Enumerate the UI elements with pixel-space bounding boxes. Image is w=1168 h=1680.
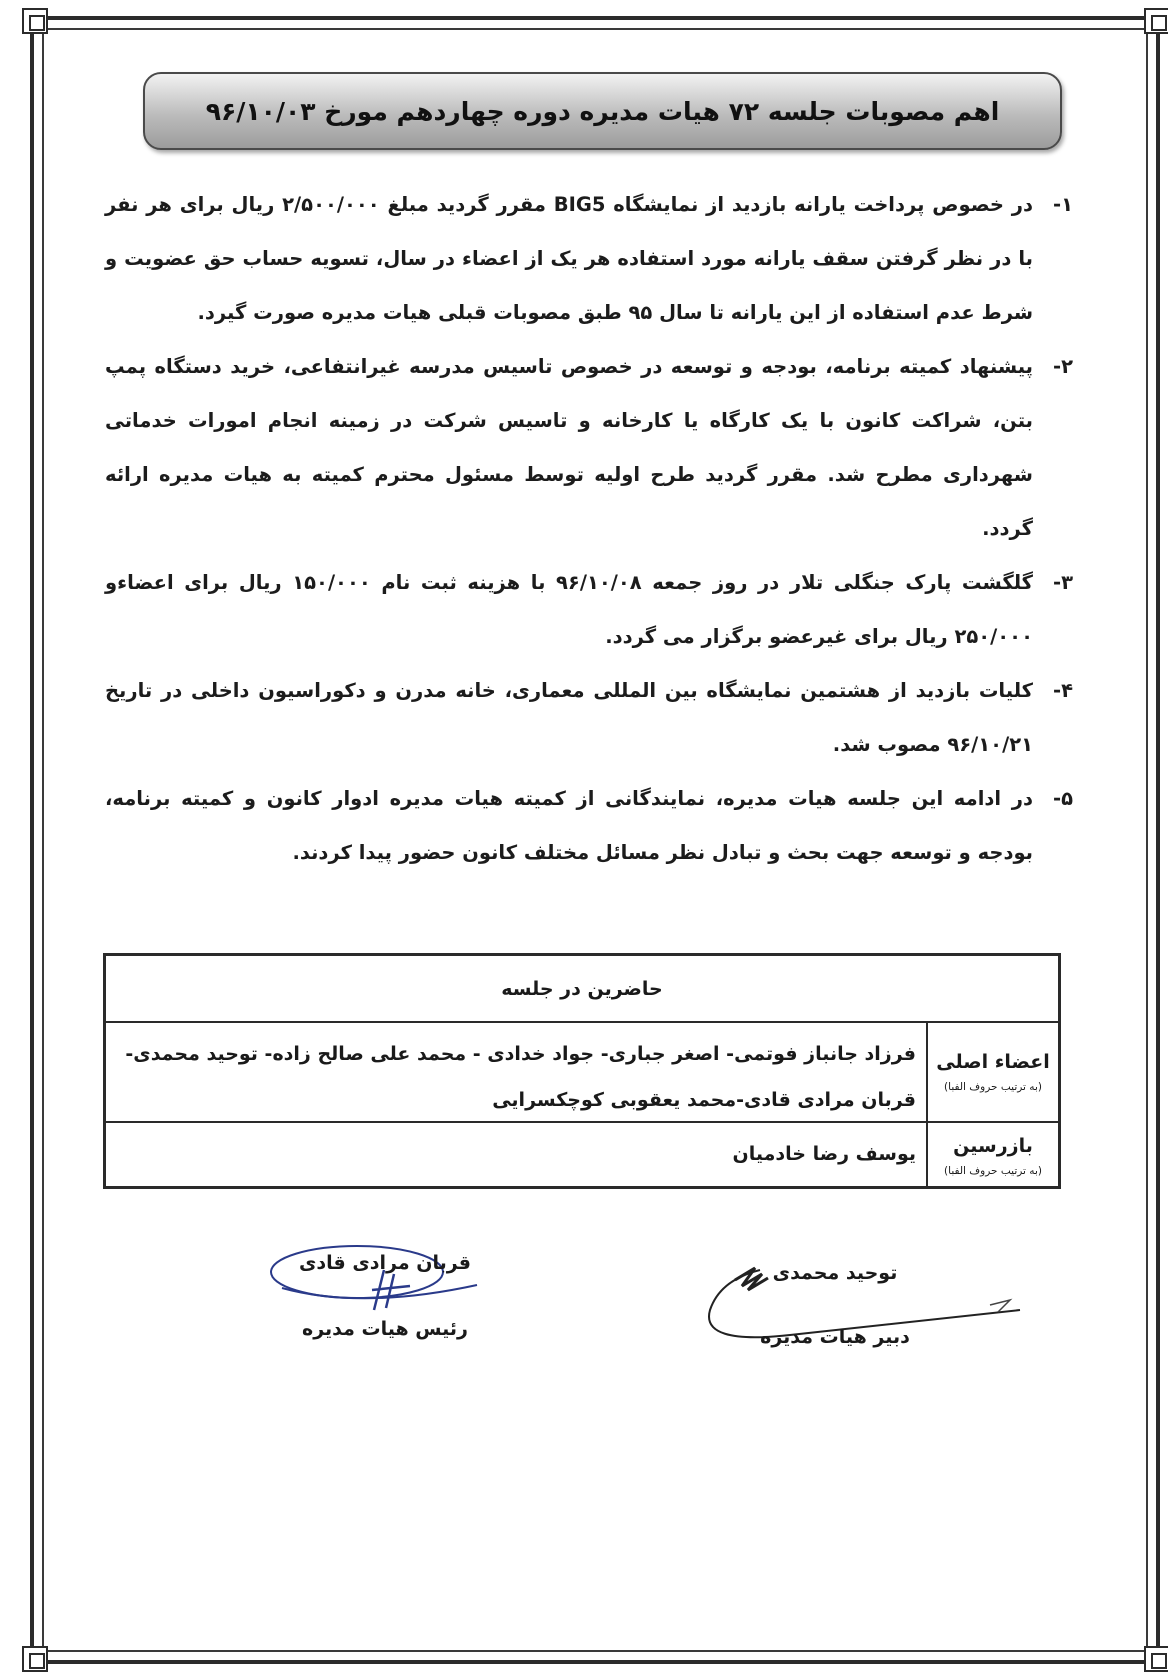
left-signature-block <box>265 1252 505 1340</box>
table-row <box>106 1123 1058 1189</box>
corner-ornament-top-right <box>1144 8 1168 34</box>
item-number: ۲- <box>1053 355 1073 378</box>
right-signature-block <box>735 1262 935 1348</box>
attendees-table <box>103 953 1061 1189</box>
item-text: گلگشت پارک جنگلی تلار در روز جمعه ۹۶/۱۰/۰۸ با هزینه ثبت نام ۱۵۰/۰۰۰ ریال برای اعضاءو ۲۵۰/۰۰۰ ریال برای غیرعضو برگزار می گردد. <box>105 571 1033 648</box>
item-text: کلیات بازدید از هشتمین نمایشگاه بین المللی معماری، خانه مدرن و دکوراسیون داخلی در تاریخ ۹۶/۱۰/۲۱ مصوب شد. <box>105 679 1033 756</box>
table-row <box>106 1023 1058 1123</box>
row-content: یوسف رضا خادمیان <box>732 1143 916 1165</box>
secretary-name: توحید محمدی <box>772 1262 898 1284</box>
chairman-name: قربان مرادی قادی <box>299 1252 471 1274</box>
item-text: پیشنهاد کمیته برنامه، بودجه و توسعه در خصوص تاسیس مدرسه غیرانتفاعی، خرید دستگاه پمپ بتن، شراکت کانون با یک کارگاه یا کارخانه و تاسیس شرکت در زمینه انجام امورات خدماتی شهرداری مطرح شد. مقرر گردید طرح اولیه توسط مسئول محترم کمیته به هیات مدیره ارائه گردد. <box>105 355 1033 540</box>
row-sublabel: (به ترتیب حروف الفبا) <box>944 1165 1042 1177</box>
row-label-cell <box>926 1023 1058 1121</box>
corner-ornament-bottom-right <box>1144 1646 1168 1672</box>
item-text: در ادامه این جلسه هیات مدیره، نمایندگانی از کمیته هیات مدیره ادوار کانون و کمیته برنامه، بودجه و توسعه جهت بحث و تبادل نظر مسائل مختلف کانون حضور پیدا کردند. <box>105 787 1033 864</box>
row-sublabel: (به ترتیب حروف الفبا) <box>944 1081 1042 1093</box>
document-title: اهم مصوبات جلسه ۷۲ هیات مدیره دوره چهاردهم مورخ ۹۶/۱۰/۰۳ <box>205 96 1000 126</box>
list-item <box>105 556 1073 664</box>
row-label: اعضاء اصلی <box>936 1051 1050 1073</box>
item-number: ۴- <box>1053 679 1073 702</box>
resolutions-list <box>105 178 1073 880</box>
list-item <box>105 664 1073 772</box>
item-number: ۳- <box>1053 571 1073 594</box>
chairman-role: رئیس هیات مدیره <box>302 1318 468 1340</box>
corner-ornament-bottom-left <box>22 1646 48 1672</box>
item-text: در خصوص پرداخت یارانه بازدید از نمایشگاه BIG5 مقرر گردید مبلغ ۲/۵۰۰/۰۰۰ ریال برای هر نفر با در نظر گرفتن سقف یارانه مورد استفاده هر یک از اعضاء در سال، تسویه حساب حق عضویت و شرط عدم استفاده از این یارانه تا سال ۹۵ طبق مصوبات قبلی هیات مدیره صورت گیرد. <box>105 193 1034 324</box>
row-label: بازرسین <box>953 1135 1033 1157</box>
list-item <box>105 772 1073 880</box>
row-content: فرزاد جانباز فوتمی- اصغر جباری- جواد خدادی - محمد علی صالح زاده- توحید محمدی- قربان مرادی قادی-محمد یعقوبی کوچکسرایی <box>125 1043 916 1111</box>
item-number: ۱- <box>1053 193 1073 216</box>
secretary-role: دبیر هیات مدیره <box>760 1326 910 1348</box>
row-label-cell <box>926 1123 1058 1189</box>
list-item <box>105 178 1073 340</box>
item-number: ۵- <box>1053 787 1073 810</box>
title-banner <box>143 72 1062 150</box>
attendees-table-header: حاضرین در جلسه <box>106 956 1058 1023</box>
corner-ornament-top-left <box>22 8 48 34</box>
list-item <box>105 340 1073 556</box>
